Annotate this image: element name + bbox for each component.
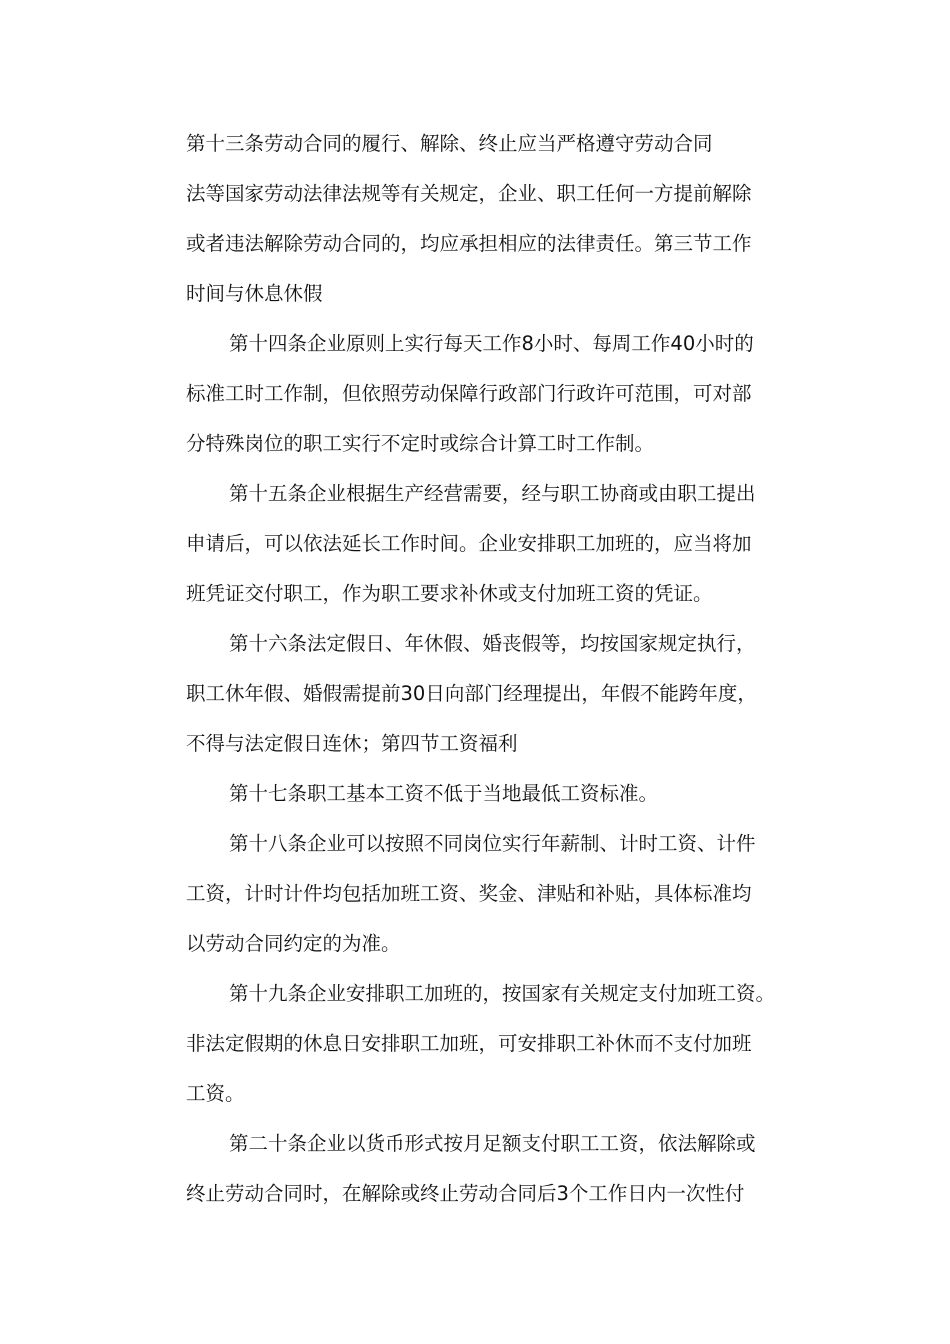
text-line: 班凭证交付职工，作为职工要求补休或支付加班工资的凭证。 [186,582,713,605]
text-line: 第十七条职工基本工资不低于当地最低工资标准。 [229,782,659,805]
text-line: 第十九条企业安排职工加班的，按国家有关规定支付加班工资。 [229,982,776,1005]
document-body [186,119,826,1219]
text-line: 职工休年假、婚假需提前30日向部门经理提出，年假不能跨年度， [186,682,757,705]
text-line: 标准工时工作制，但依照劳动保障行政部门行政许可范围，可对部 [186,382,752,405]
text-line: 非法定假期的休息日安排职工加班，可安排职工补休而不支付加班 [186,1032,752,1055]
text-line: 第二十条企业以货币形式按月足额支付职工工资，依法解除或 [229,1132,756,1155]
text-line: 终止劳动合同时，在解除或终止劳动合同后3个工作日内一次性付 [186,1182,745,1205]
text-line: 时间与休息休假 [186,282,323,305]
text-line: 以劳动合同约定的为准。 [186,932,401,955]
text-line: 不得与法定假日连休；第四节工资福利 [186,732,518,755]
text-line: 第十五条企业根据生产经营需要，经与职工协商或由职工提出 [229,482,756,505]
text-line: 申请后，可以依法延长工作时间。企业安排职工加班的，应当将加 [186,532,752,555]
text-line: 或者违法解除劳动合同的，均应承担相应的法律责任。第三节工作 [186,232,752,255]
text-line: 工资。 [186,1082,245,1105]
text-line: 第十八条企业可以按照不同岗位实行年薪制、计时工资、计件 [229,832,756,855]
text-line: 工资，计时计件均包括加班工资、奖金、津贴和补贴，具体标准均 [186,882,752,905]
text-line: 法等国家劳动法律法规等有关规定，企业、职工任何一方提前解除 [186,182,752,205]
text-line: 第十六条法定假日、年休假、婚丧假等，均按国家规定执行， [229,632,756,655]
text-line: 第十四条企业原则上实行每天工作8小时、每周工作40小时的 [229,332,754,355]
text-line: 第十三条劳动合同的履行、解除、终止应当严格遵守劳动合同 [186,132,713,155]
text-line: 分特殊岗位的职工实行不定时或综合计算工时工作制。 [186,432,655,455]
